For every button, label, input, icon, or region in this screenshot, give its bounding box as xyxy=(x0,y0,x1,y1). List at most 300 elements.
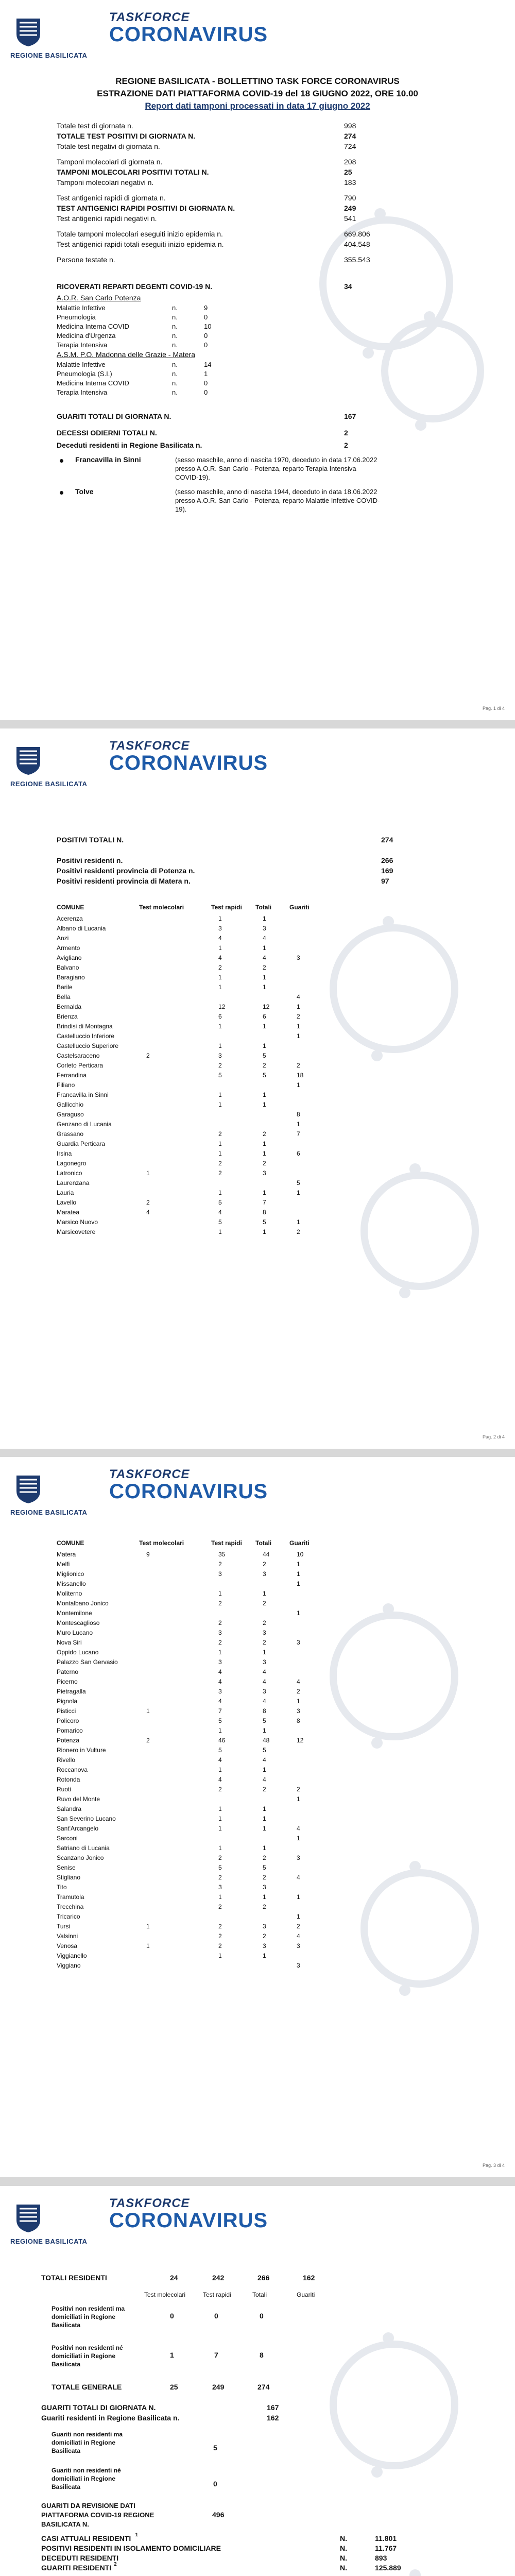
table-cell: 1 xyxy=(263,1727,266,1734)
table-cell: 3 xyxy=(263,1884,266,1891)
table-cell: 4 xyxy=(218,935,222,942)
page-footer: Pag. 2 di 4 xyxy=(482,1434,505,1439)
table-cell: 1 xyxy=(218,1189,222,1196)
ward-n: n. xyxy=(172,379,178,387)
positivi-totali-label: POSITIVI TOTALI N. xyxy=(57,836,124,844)
table-cell: 1 xyxy=(297,1795,300,1803)
positivi-residenti-label: Positivi residenti n. xyxy=(57,856,123,865)
table-cell: 4 xyxy=(297,993,300,1001)
table-cell: Brienza xyxy=(57,1013,78,1020)
table-cell: Miglionico xyxy=(57,1570,84,1578)
table-cell: Valsinni xyxy=(57,1933,78,1940)
table-cell: 2 xyxy=(146,1199,150,1206)
nonres-label: Positivi non residenti né domiciliati in Regione Basilicata xyxy=(52,2344,123,2368)
table-cell: 2 xyxy=(218,1619,222,1626)
table-cell: 4 xyxy=(263,1678,266,1685)
region-crest-icon xyxy=(13,16,43,47)
stat-label: Totale test negativi di giornata n. xyxy=(57,142,160,150)
virus-watermark-icon xyxy=(330,1612,458,1740)
table-cell: Nova Siri xyxy=(57,1639,82,1646)
table-cell: Rionero in Vulture xyxy=(57,1747,106,1754)
table-cell: 4 xyxy=(218,1678,222,1685)
guariti-revisione-value: 496 xyxy=(212,2511,225,2519)
table-cell: 2 xyxy=(297,1228,300,1235)
table-cell: 2 xyxy=(263,1561,266,1568)
table-cell: 1 xyxy=(218,1844,222,1852)
nonres-dom-totali: 0 xyxy=(260,2312,264,2320)
death-detail-2: (sesso maschile, anno di nascita 1944, deceduto in data 18.06.2022 presso A.O.R. San Carlo - Potenza, reparto Malattie Infettive COVID-19). xyxy=(175,488,380,513)
stat-value: 790 xyxy=(344,194,356,202)
totali-residenti-label: TOTALI RESIDENTI xyxy=(41,2274,107,2282)
ward-label: Medicina d'Urgenza xyxy=(57,332,116,340)
table-cell: Lauria xyxy=(57,1189,74,1196)
table-cell: Baragiano xyxy=(57,974,85,981)
table-cell: Sarconi xyxy=(57,1835,78,1842)
table-cell: 1 xyxy=(263,1140,266,1147)
table-cell: 1 xyxy=(218,984,222,991)
table-cell: Pomarico xyxy=(57,1727,83,1734)
table-cell: Castelsaraceno xyxy=(57,1052,100,1059)
table-cell: Missanello xyxy=(57,1580,86,1587)
table-cell: 48 xyxy=(263,1737,270,1744)
table-cell: 1 xyxy=(263,1766,266,1773)
summary-label: GUARITI RESIDENTI xyxy=(41,2564,112,2572)
table-cell: 1 xyxy=(263,915,266,922)
summary-sup: 2 xyxy=(114,2562,117,2567)
table-cell: Marsico Nuovo xyxy=(57,1218,98,1226)
table-cell: 2 xyxy=(297,1688,300,1695)
table-cell: 1 xyxy=(218,1952,222,1959)
table-cell: Acerenza xyxy=(57,915,83,922)
table-cell: Gallicchio xyxy=(57,1101,84,1108)
guariti-residenti-value: 162 xyxy=(267,2414,279,2422)
region-crest-icon xyxy=(13,2202,43,2233)
summary-n: N. xyxy=(340,2554,347,2562)
nonres-dom-molecolari: 0 xyxy=(170,2312,174,2320)
positivi-totali-value: 274 xyxy=(381,836,393,844)
stat-value: 669.806 xyxy=(344,230,370,238)
table-cell: Montescaglioso xyxy=(57,1619,100,1626)
table-cell: 2 xyxy=(218,1786,222,1793)
table-cell: 3 xyxy=(263,1658,266,1666)
table-cell: 2 xyxy=(218,1903,222,1910)
totali-residenti-molecolari: 24 xyxy=(170,2274,178,2282)
table-cell: Ruoti xyxy=(57,1786,72,1793)
table-cell: 9 xyxy=(146,1551,150,1558)
table-cell: 3 xyxy=(218,1688,222,1695)
logo-line-2: CORONAVIRUS xyxy=(109,1480,268,1503)
region-crest-icon xyxy=(13,745,43,776)
ward-value: 0 xyxy=(204,313,208,321)
table-cell: 1 xyxy=(297,1032,300,1040)
table-cell: 1 xyxy=(218,1091,222,1098)
ward-n: n. xyxy=(172,361,178,368)
table-cell: 4 xyxy=(218,1668,222,1675)
ward-label: Pneumologia (S.I.) xyxy=(57,370,112,378)
table-cell: 2 xyxy=(297,1062,300,1069)
table-cell: 2 xyxy=(218,964,222,971)
bulletin-title: REGIONE BASILICATA - BOLLETTINO TASK FORCE CORONAVIRUS xyxy=(115,76,400,86)
stat-value: 25 xyxy=(344,168,352,176)
table-cell: 5 xyxy=(263,1717,266,1724)
table-cell: Genzano di Lucania xyxy=(57,1121,112,1128)
table-cell: 1 xyxy=(218,1023,222,1030)
table-cell: 2 xyxy=(218,1170,222,1177)
table-cell: Senise xyxy=(57,1864,76,1871)
table-cell: 1 xyxy=(218,1766,222,1773)
stat-label: Totale test di giornata n. xyxy=(57,122,133,130)
table-cell: 2 xyxy=(263,1619,266,1626)
page-3 xyxy=(0,1457,515,2177)
table-cell: 6 xyxy=(218,1013,222,1020)
page-header xyxy=(0,728,515,790)
table-cell: 3 xyxy=(263,1923,266,1930)
bullet-icon xyxy=(60,491,63,495)
table-cell: Roccanova xyxy=(57,1766,88,1773)
table-cell: 1 xyxy=(263,1189,266,1196)
stat-value: 355.543 xyxy=(344,256,370,264)
deceduti-residenti-value: 2 xyxy=(344,441,348,449)
table-cell: Pisticci xyxy=(57,1707,76,1715)
table-cell: 4 xyxy=(297,1825,300,1832)
table-cell: Maratea xyxy=(57,1209,80,1216)
logo-line-1: TASKFORCE xyxy=(109,1467,190,1481)
table-cell: 6 xyxy=(263,1013,266,1020)
death-detail-1: (sesso maschile, anno di nascita 1970, deceduto in data 17.06.2022 presso A.O.R. San Carlo - Potenza, reparto Terapia Intensiva COVID-19). xyxy=(175,456,377,481)
guariti-nonres-label: Guariti non residenti né domiciliati in Regione Basilicata xyxy=(52,2467,121,2490)
table-cell: 2 xyxy=(218,1130,222,1138)
table-cell: 3 xyxy=(218,1570,222,1578)
table-cell: 44 xyxy=(263,1551,270,1558)
totale-generale-label: TOTALE GENERALE xyxy=(52,2383,122,2391)
logo-line-2: CORONAVIRUS xyxy=(109,752,268,774)
ward-label: Terapia Intensiva xyxy=(57,388,108,396)
stat-label: Test antigenici rapidi di giornata n. xyxy=(57,194,166,202)
table-cell: Oppido Lucano xyxy=(57,1649,99,1656)
table-cell: 1 xyxy=(263,1805,266,1812)
table-cell: Latronico xyxy=(57,1170,82,1177)
table-cell: 1 xyxy=(297,1121,300,1128)
table-cell: Lavello xyxy=(57,1199,77,1206)
table-cell: Pignola xyxy=(57,1698,78,1705)
virus-watermark-icon xyxy=(381,319,484,422)
table-cell: Tricarico xyxy=(57,1913,80,1920)
table-cell: 2 xyxy=(263,1874,266,1881)
guariti-nonres-dom-value: 5 xyxy=(213,2444,217,2452)
logo-line-1: TASKFORCE xyxy=(109,10,190,24)
table-cell: 1 xyxy=(218,1042,222,1049)
table-cell: 2 xyxy=(263,1600,266,1607)
table-cell: 35 xyxy=(218,1551,226,1558)
table-cell: 5 xyxy=(263,1864,266,1871)
table-cell: 3 xyxy=(263,1688,266,1695)
table-cell: Rivello xyxy=(57,1756,76,1764)
col-header-guariti: Guariti xyxy=(297,2291,315,2298)
table-cell: 5 xyxy=(218,1218,222,1226)
guariti-nonres-value: 0 xyxy=(213,2480,217,2488)
table-cell: Guardia Perticara xyxy=(57,1140,106,1147)
table-cell: Rotonda xyxy=(57,1776,80,1783)
table-cell: 1 xyxy=(297,1893,300,1901)
table-cell: 1 xyxy=(263,944,266,952)
deceduti-residenti-label: Deceduti residenti in Regione Basilicata n. xyxy=(57,441,202,449)
table-cell: Bella xyxy=(57,993,71,1001)
page-2 xyxy=(0,728,515,1449)
table-cell: 1 xyxy=(263,984,266,991)
table-cell: 3 xyxy=(263,925,266,932)
table-cell: 1 xyxy=(297,1609,300,1617)
table-cell: 3 xyxy=(218,1884,222,1891)
positivi-potenza-label: Positivi residenti provincia di Potenza n. xyxy=(57,867,195,875)
table-cell: 5 xyxy=(263,1218,266,1226)
ward-n: n. xyxy=(172,304,178,312)
totali-residenti-guariti: 162 xyxy=(303,2274,315,2282)
table-cell: 2 xyxy=(218,1923,222,1930)
nonres-molecolari: 1 xyxy=(170,2351,174,2359)
totale-generale-rapidi: 249 xyxy=(212,2383,225,2391)
region-crest-icon xyxy=(13,1473,43,1504)
nonres-rapidi: 7 xyxy=(214,2351,218,2359)
table-cell: 1 xyxy=(263,1590,266,1597)
table-cell: 1 xyxy=(297,1003,300,1010)
table-cell: 2 xyxy=(263,1160,266,1167)
table-cell: Tito xyxy=(57,1884,67,1891)
table-cell: 6 xyxy=(297,1150,300,1157)
table-cell: 1 xyxy=(218,1825,222,1832)
summary-sup: 1 xyxy=(135,2532,139,2538)
table-cell: Lagonegro xyxy=(57,1160,87,1167)
table-cell: 1 xyxy=(218,1805,222,1812)
ward-value: 14 xyxy=(204,361,212,368)
logo-line-1: TASKFORCE xyxy=(109,739,190,753)
column-header: COMUNE xyxy=(57,1539,84,1547)
table-cell: 4 xyxy=(297,1678,300,1685)
table-cell: 1 xyxy=(263,1023,266,1030)
guariti-value: 167 xyxy=(344,412,356,420)
table-cell: 2 xyxy=(263,1854,266,1861)
table-cell: 1 xyxy=(297,1218,300,1226)
table-cell: 5 xyxy=(218,1747,222,1754)
stat-value: 274 xyxy=(344,132,356,140)
totale-generale-molecolari: 25 xyxy=(170,2383,178,2391)
stat-value: 183 xyxy=(344,178,356,187)
table-cell: 2 xyxy=(263,1639,266,1646)
table-cell: 3 xyxy=(263,1570,266,1578)
table-cell: 5 xyxy=(218,1864,222,1871)
table-cell: 2 xyxy=(297,1923,300,1930)
table-cell: 4 xyxy=(218,1756,222,1764)
table-cell: Grassano xyxy=(57,1130,84,1138)
ward-n: n. xyxy=(172,370,178,378)
table-cell: 2 xyxy=(218,1854,222,1861)
table-cell: 1 xyxy=(218,1228,222,1235)
table-cell: Satriano di Lucania xyxy=(57,1844,110,1852)
nonres-dom-label: Positivi non residenti ma domiciliati in Regione Basilicata xyxy=(52,2305,125,2329)
guariti-totali-label: GUARITI TOTALI DI GIORNATA N. xyxy=(41,2403,156,2412)
table-cell: Scanzano Jonico xyxy=(57,1854,104,1861)
table-cell: Balvano xyxy=(57,964,79,971)
table-cell: Viggianello xyxy=(57,1952,87,1959)
table-cell: 46 xyxy=(218,1737,226,1744)
stat-label: TOTALE TEST POSITIVI DI GIORNATA N. xyxy=(57,132,196,140)
ward-value: 0 xyxy=(204,332,208,340)
ward-n: n. xyxy=(172,341,178,349)
table-cell: 3 xyxy=(263,1629,266,1636)
summary-value: 125.889 xyxy=(375,2564,401,2572)
summary-label: CASI ATTUALI RESIDENTI xyxy=(41,2534,131,2543)
table-cell: 1 xyxy=(297,1913,300,1920)
taskforce-logo xyxy=(109,1467,268,1501)
table-cell: Stigliano xyxy=(57,1874,81,1881)
table-cell: 2 xyxy=(218,1874,222,1881)
table-cell: 1 xyxy=(218,915,222,922)
table-cell: 3 xyxy=(297,1942,300,1950)
table-cell: Barile xyxy=(57,984,73,991)
positivi-matera-label: Positivi residenti provincia di Matera n. xyxy=(57,877,191,885)
logo-line-1: TASKFORCE xyxy=(109,2196,190,2210)
table-cell: 1 xyxy=(297,1561,300,1568)
table-cell: 3 xyxy=(218,1629,222,1636)
hospital-2-name: A.S.M. P.O. Madonna delle Grazie - Matera xyxy=(57,350,195,359)
table-cell: 4 xyxy=(218,1776,222,1783)
table-cell: 1 xyxy=(263,1101,266,1108)
stat-value: 249 xyxy=(344,204,356,212)
death-place-2: Tolve xyxy=(75,487,94,496)
col-header-rapidi: Test rapidi xyxy=(203,2291,231,2298)
table-cell: 1 xyxy=(146,1707,150,1715)
logo-line-2: CORONAVIRUS xyxy=(109,2209,268,2232)
extraction-title: ESTRAZIONE DATI PIATTAFORMA COVID-19 del 18 GIUGNO 2022, ORE 10.00 xyxy=(97,89,418,98)
table-cell: 1 xyxy=(263,1042,266,1049)
table-cell: 2 xyxy=(146,1052,150,1059)
table-cell: 1 xyxy=(263,974,266,981)
table-cell: Venosa xyxy=(57,1942,78,1950)
table-cell: 1 xyxy=(263,1091,266,1098)
table-cell: Pietragalla xyxy=(57,1688,86,1695)
column-header: Totali xyxy=(255,1539,272,1547)
table-cell: Laurenzana xyxy=(57,1179,90,1187)
table-cell: 1 xyxy=(263,1815,266,1822)
summary-label: POSITIVI RESIDENTI IN ISOLAMENTO DOMICILIARE xyxy=(41,2544,221,2552)
table-cell: 1 xyxy=(218,1150,222,1157)
table-cell: Viggiano xyxy=(57,1962,81,1969)
stat-value: 998 xyxy=(344,122,356,130)
table-cell: 2 xyxy=(218,1561,222,1568)
page-footer: Pag. 3 di 4 xyxy=(482,2163,505,2168)
table-cell: 4 xyxy=(263,1756,266,1764)
stat-label: TAMPONI MOLECOLARI POSITIVI TOTALI N. xyxy=(57,168,209,176)
page-4 xyxy=(0,2186,515,2576)
logo-line-2: CORONAVIRUS xyxy=(109,23,268,46)
table-cell: 1 xyxy=(146,1942,150,1950)
column-header: Totali xyxy=(255,904,272,911)
positivi-matera-value: 97 xyxy=(381,877,389,885)
table-cell: Armento xyxy=(57,944,80,952)
table-cell: 4 xyxy=(297,1933,300,1940)
table-cell: Muro Lucano xyxy=(57,1629,93,1636)
table-cell: Melfi xyxy=(57,1561,70,1568)
table-cell: Paterno xyxy=(57,1668,79,1675)
table-cell: Palazzo San Gervasio xyxy=(57,1658,118,1666)
ward-n: n. xyxy=(172,323,178,330)
table-cell: 1 xyxy=(263,1649,266,1656)
table-cell: 3 xyxy=(263,1942,266,1950)
table-cell: 1 xyxy=(146,1923,150,1930)
table-cell: 5 xyxy=(218,1717,222,1724)
table-cell: 2 xyxy=(263,964,266,971)
table-cell: 2 xyxy=(218,1062,222,1069)
table-cell: 2 xyxy=(218,1639,222,1646)
bullet-icon xyxy=(60,459,63,463)
guariti-residenti-label: Guariti residenti in Regione Basilicata n. xyxy=(41,2414,180,2422)
table-cell: Picerno xyxy=(57,1678,78,1685)
table-cell: 3 xyxy=(297,1854,300,1861)
table-cell: Salandra xyxy=(57,1805,82,1812)
table-cell: Potenza xyxy=(57,1737,80,1744)
table-cell: Castelluccio Inferiore xyxy=(57,1032,115,1040)
column-header: Guariti xyxy=(289,904,310,911)
stat-value: 541 xyxy=(344,214,356,223)
table-cell: 8 xyxy=(297,1717,300,1724)
table-cell: Marsicovetere xyxy=(57,1228,96,1235)
decessi-label: DECESSI ODIERNI TOTALI N. xyxy=(57,429,157,437)
table-cell: 1 xyxy=(218,1815,222,1822)
table-cell: 2 xyxy=(263,1062,266,1069)
positivi-potenza-value: 169 xyxy=(381,867,393,875)
table-cell: 1 xyxy=(218,1649,222,1656)
table-cell: 5 xyxy=(263,1747,266,1754)
table-cell: 7 xyxy=(218,1707,222,1715)
report-title: Report dati tamponi processati in data 17 giugno 2022 xyxy=(145,101,370,111)
table-cell: Corleto Perticara xyxy=(57,1062,104,1069)
table-cell: 8 xyxy=(263,1209,266,1216)
stat-label: Totale tamponi molecolari eseguiti inizio epidemia n. xyxy=(57,230,223,238)
page-header xyxy=(0,2186,515,2248)
summary-n: N. xyxy=(340,2544,347,2552)
table-cell: Castelluccio Superiore xyxy=(57,1042,119,1049)
stat-label: TEST ANTIGENICI RAPIDI POSITIVI DI GIORNATA N. xyxy=(57,204,235,212)
stat-label: Test antigenici rapidi totali eseguiti inizio epidemia n. xyxy=(57,240,224,248)
table-cell: 3 xyxy=(297,954,300,961)
stat-label: Tamponi molecolari negativi n. xyxy=(57,178,154,187)
table-cell: 1 xyxy=(218,974,222,981)
page-header xyxy=(0,0,515,62)
guariti-label: GUARITI TOTALI DI GIORNATA N. xyxy=(57,412,171,420)
table-cell: 2 xyxy=(218,1933,222,1940)
ward-n: n. xyxy=(172,332,178,340)
death-place-1: Francavilla in Sinni xyxy=(75,455,141,464)
virus-watermark-icon xyxy=(330,2341,458,2469)
stat-label: Persone testate n. xyxy=(57,256,115,264)
stat-value: 404.548 xyxy=(344,240,370,248)
ward-label: Medicina Interna COVID xyxy=(57,323,129,330)
table-cell: 3 xyxy=(218,925,222,932)
taskforce-logo xyxy=(109,739,268,773)
page-footer: Pag. 1 di 4 xyxy=(482,706,505,711)
table-cell: 4 xyxy=(146,1209,150,1216)
region-name: REGIONE BASILICATA xyxy=(10,2238,88,2245)
table-cell: 3 xyxy=(218,1658,222,1666)
table-cell: 1 xyxy=(218,1140,222,1147)
table-cell: 18 xyxy=(297,1072,304,1079)
virus-watermark-icon xyxy=(360,1869,479,1988)
table-cell: 1 xyxy=(297,1081,300,1089)
table-cell: 2 xyxy=(297,1786,300,1793)
table-cell: 8 xyxy=(297,1111,300,1118)
guariti-nonres-dom-label: Guariti non residenti ma domiciliati in Regione Basilicata xyxy=(52,2431,123,2454)
table-cell: Moliterno xyxy=(57,1590,82,1597)
table-cell: 1 xyxy=(218,1101,222,1108)
